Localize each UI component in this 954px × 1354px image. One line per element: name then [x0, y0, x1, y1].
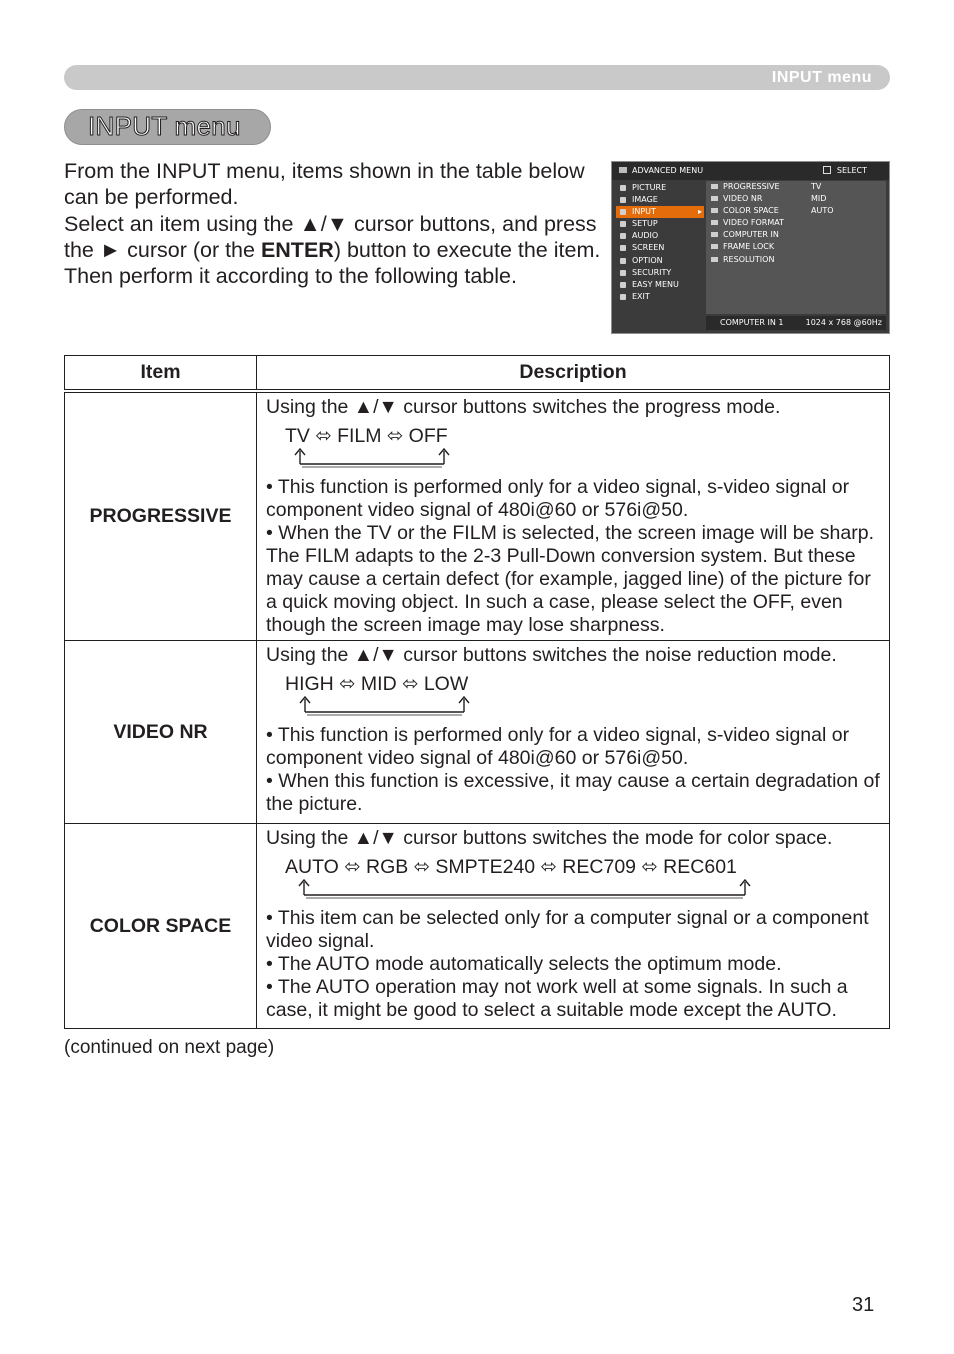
osd-menu-item-label: EXIT: [632, 291, 650, 301]
loop-arrow-icon: [294, 879, 754, 899]
osd-panel-label: COLOR SPACE: [723, 206, 779, 216]
sequence-loop-arrow: [294, 879, 880, 901]
osd-panel-item: [706, 217, 886, 229]
table-row-color-space: [65, 824, 890, 1029]
osd-status-source: COMPUTER IN 1: [720, 318, 784, 327]
osd-panel-label: RESOLUTION: [723, 254, 775, 264]
page-title: INPUT menu: [88, 111, 241, 141]
continued-note: (continued on next page): [64, 1037, 275, 1058]
osd-menu-item-easy-menu: [616, 279, 704, 291]
osd-menu-item-label: INPUT: [632, 207, 656, 217]
osd-panel-label: PROGRESSIVE: [723, 182, 780, 191]
shield-icon: [620, 270, 626, 276]
osd-panel-item: [706, 254, 886, 266]
intro-line-1: From the INPUT menu, items shown in the table below can be performed.: [64, 159, 585, 210]
intro-text: [64, 158, 609, 289]
exit-icon: [620, 294, 626, 300]
image-icon: [620, 197, 626, 203]
osd-menu-item-label: AUDIO: [632, 231, 659, 241]
osd-menu-list: [616, 182, 704, 303]
osd-menu-item-label: PICTURE: [632, 183, 667, 192]
progressive-icon: [711, 184, 718, 189]
row-intro: Using the ▲/▼ cursor buttons switches the noise reduction mode.: [266, 644, 837, 666]
osd-panel-item: [706, 193, 886, 205]
osd-menu-item-exit: [616, 291, 704, 303]
table-header-row: [65, 356, 890, 392]
osd-panel-value: MID: [811, 194, 827, 204]
page-number: 31: [852, 1294, 875, 1316]
osd-menu-item-label: IMAGE: [632, 195, 658, 205]
intro-line-2: [64, 211, 609, 290]
row-item-name: PROGRESSIVE: [65, 391, 257, 641]
osd-header-title: ADVANCED MENU: [632, 166, 704, 175]
osd-menu-item-label: SECURITY: [632, 267, 672, 277]
menu-icon: [619, 167, 627, 173]
osd-menu-item-input: [616, 206, 704, 218]
osd-header: [612, 162, 889, 180]
osd-menu-item-screen: [616, 242, 704, 254]
intro-line-2-start: Select an item using the ▲/▼ cursor buttons, and press the ► cursor (or the: [64, 211, 597, 262]
video-nr-icon: [711, 196, 718, 201]
table-row-progressive: [65, 391, 890, 641]
video-format-icon: [711, 220, 718, 225]
osd-panel-label: FRAME LOCK: [723, 242, 775, 252]
osd-menu-item-label: EASY MENU: [632, 279, 679, 289]
osd-panel-item: [706, 181, 886, 193]
osd-panel-item: [706, 241, 886, 253]
row-intro: Using the ▲/▼ cursor buttons switches the mode for color space.: [266, 827, 833, 849]
sequence-loop-arrow: [294, 448, 880, 470]
column-header-item: Item: [65, 356, 257, 392]
easy-menu-icon: [620, 282, 626, 288]
osd-menu-item-option: [616, 255, 704, 267]
setup-icon: [620, 221, 626, 227]
mode-sequence: TV ⬄ FILM ⬄ OFF: [285, 425, 448, 447]
color-space-icon: [711, 208, 718, 213]
picture-icon: [620, 185, 626, 191]
osd-panel-label: COMPUTER IN: [723, 230, 779, 240]
input-icon: [620, 209, 626, 215]
sequence-loop-arrow: [294, 696, 880, 718]
osd-status-bar: [706, 316, 886, 330]
option-icon: [620, 258, 626, 264]
mode-sequence: AUTO ⬄ RGB ⬄ SMPTE240 ⬄ REC709 ⬄ REC601: [285, 856, 737, 878]
intro-line-2-end: ) button to execute the item. Then perform it according to the following table.: [64, 237, 601, 289]
osd-menu-screenshot: [611, 161, 890, 334]
osd-menu-item-picture: [616, 182, 704, 194]
osd-panel-value: AUTO: [811, 206, 834, 216]
section-header-bar: [64, 65, 890, 90]
row-note: • This function is performed only for a video signal, s-video signal or component video signal of 480i@60 or 576i@50.: [266, 724, 850, 769]
loop-arrow-icon: [294, 696, 469, 716]
osd-panel-label: VIDEO NR: [723, 194, 763, 204]
section-header-label: INPUT menu: [771, 69, 872, 86]
osd-menu-item-label: SCREEN: [632, 243, 665, 253]
osd-panel-item: [706, 205, 886, 217]
row-description: [257, 391, 890, 641]
resolution-icon: [711, 257, 718, 262]
osd-input-panel: [706, 181, 886, 314]
table-row-video-nr: [65, 641, 890, 824]
screen-icon: [620, 245, 626, 251]
osd-menu-item-setup: [616, 218, 704, 230]
osd-menu-item-security: [616, 267, 704, 279]
row-note: • This item can be selected only for a computer signal or a component video signal.: [266, 907, 869, 952]
osd-panel-label: VIDEO FORMAT: [723, 218, 784, 228]
input-menu-table: [64, 355, 890, 1029]
mode-sequence: HIGH ⬄ MID ⬄ LOW: [285, 673, 469, 695]
row-note: • The AUTO mode automatically selects the optimum mode.: [266, 953, 782, 975]
osd-menu-item-image: [616, 194, 704, 206]
osd-status-resolution: 1024 x 768 @60Hz: [805, 318, 882, 327]
column-header-description: Description: [257, 356, 890, 392]
row-note: • This function is performed only for a video signal, s-video signal or component video signal of 480i@60 or 576i@50.: [266, 476, 850, 521]
page-title-pill: [64, 109, 271, 145]
row-note: • When the TV or the FILM is selected, the screen image will be sharp. The FILM adapts to the 2-3 Pull-Down conversion system. But these may cause a certain defect (for example, jagged line) of the picture for a quick moving object. In such a case, please select the OFF, even though the screen image may lose sharpness.: [266, 522, 874, 636]
loop-arrow-icon: [294, 448, 454, 468]
osd-panel-item: [706, 229, 886, 241]
computer-in-icon: [711, 232, 718, 237]
frame-lock-icon: [711, 244, 718, 249]
osd-menu-item-label: SETUP: [632, 219, 658, 229]
row-intro: Using the ▲/▼ cursor buttons switches the progress mode.: [266, 396, 781, 418]
osd-header-select: SELECT: [836, 166, 867, 175]
audio-icon: [620, 233, 626, 239]
row-description: [257, 824, 890, 1029]
osd-menu-item-audio: [616, 230, 704, 242]
row-item-name: VIDEO NR: [65, 641, 257, 824]
select-icon: [823, 166, 831, 174]
enter-key-label: ENTER: [260, 237, 334, 262]
row-description: [257, 641, 890, 824]
row-note: • The AUTO operation may not work well at some signals. In such a case, it might be good to select a suitable mode except the AUTO.: [266, 976, 848, 1021]
osd-menu-item-label: OPTION: [632, 255, 663, 265]
osd-panel-value: TV: [811, 182, 822, 191]
row-item-name: COLOR SPACE: [65, 824, 257, 1029]
row-note: • When this function is excessive, it may cause a certain degradation of the picture.: [266, 770, 880, 815]
